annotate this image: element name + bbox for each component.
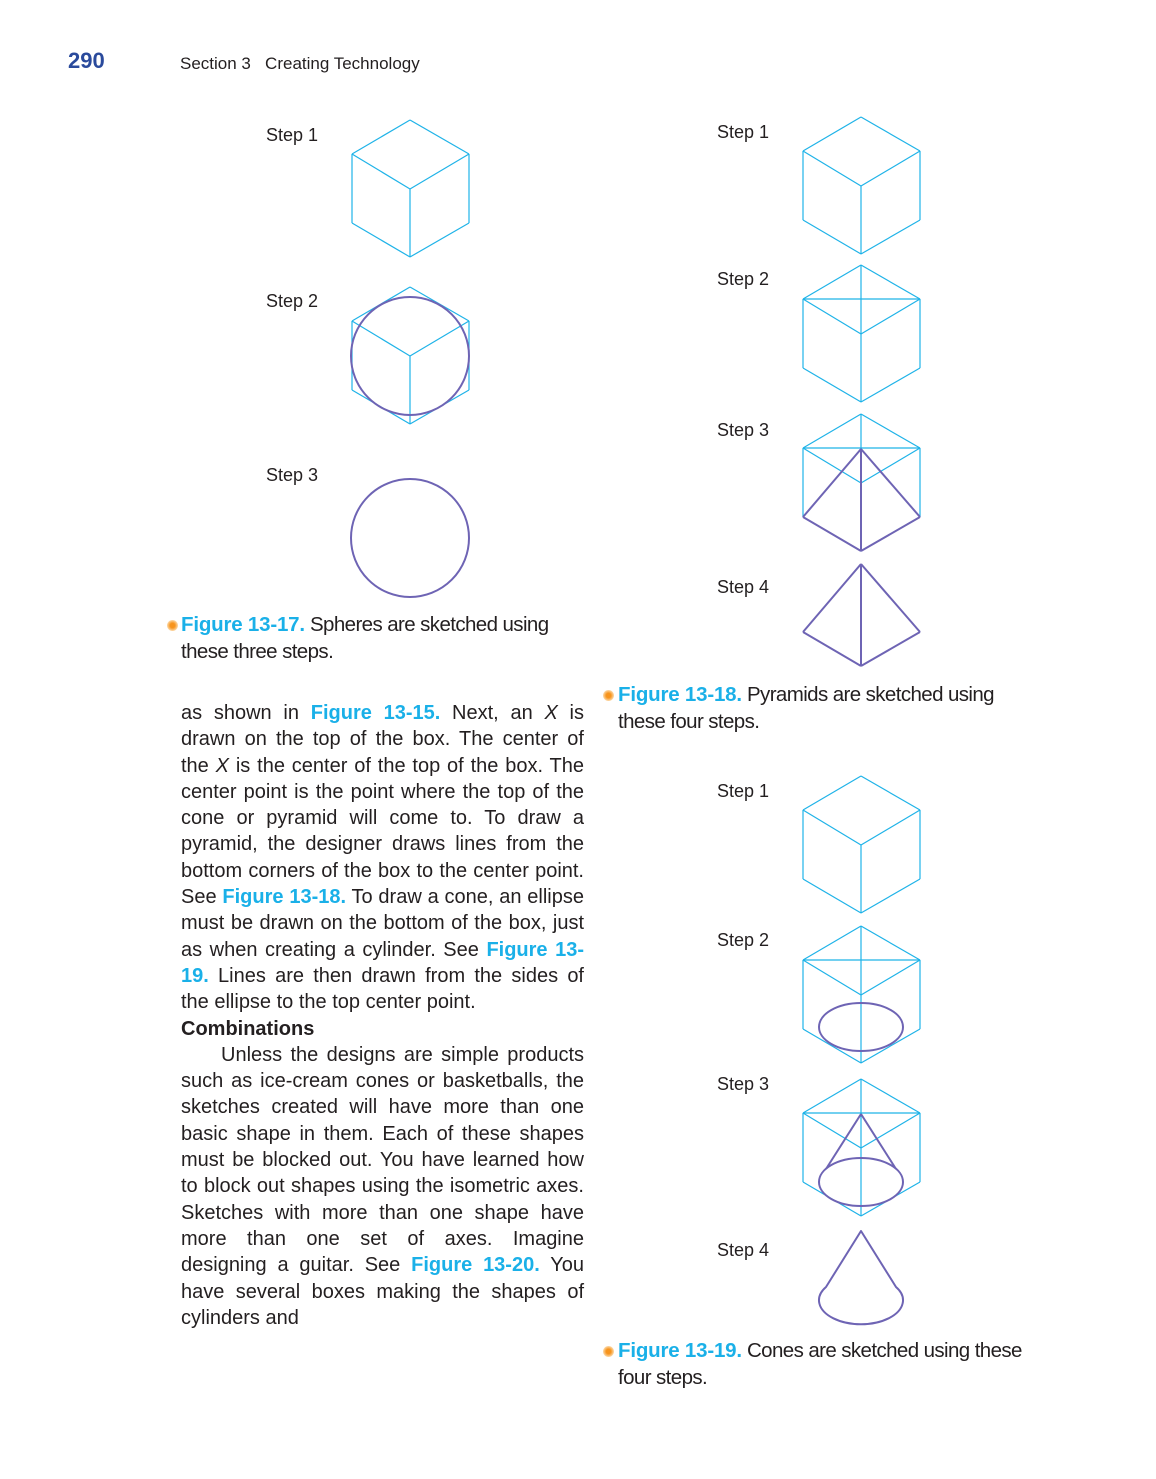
isometric-box-edge bbox=[803, 810, 861, 845]
fig19-step-1-label: Step 1 bbox=[717, 781, 770, 801]
isometric-box-edge bbox=[861, 117, 920, 151]
caption-text: Spheres are sketched using these three steps. bbox=[181, 613, 549, 663]
text: as shown in bbox=[181, 702, 311, 724]
pyramid-edge bbox=[861, 449, 920, 517]
pyramid-edge bbox=[803, 564, 861, 632]
text-italic: X bbox=[544, 702, 558, 724]
fig19-step-2-label: Step 2 bbox=[717, 930, 770, 950]
sphere-circle bbox=[351, 479, 469, 597]
figure-13-19-caption bbox=[618, 1337, 1028, 1391]
figure-13-18-caption bbox=[618, 681, 1008, 735]
pyramid-edge bbox=[803, 449, 861, 517]
fig18-step-3-label: Step 3 bbox=[717, 420, 770, 440]
paragraph bbox=[181, 1042, 584, 1331]
figure-label: Figure 13-18. bbox=[618, 683, 742, 706]
isometric-box-edge bbox=[803, 1029, 861, 1063]
isometric-box-edge bbox=[803, 265, 861, 299]
text: To draw a cone, an ellipse must be drawn on the bottom of the box, just as when creating a cylinder. See bbox=[181, 886, 584, 961]
isometric-box-edge bbox=[410, 154, 469, 189]
isometric-box-edge bbox=[861, 810, 920, 845]
fig19-step-4-label: Step 4 bbox=[717, 1240, 770, 1260]
text: Unless the designs are simple products such as ice-cream cones or basketballs, the sketches created will have more than one basic shape in them. Each of these shapes must be blocked out. You have learned how to block out shapes using the isometric axes. Sketches with more than one shape have more than one set of axes. Imagine designing a guitar. See bbox=[181, 1043, 584, 1277]
isometric-box-edge bbox=[861, 265, 920, 299]
paragraph bbox=[181, 700, 584, 1016]
text: is drawn on the top of the box. The center of the bbox=[181, 702, 584, 777]
figure-reference-link[interactable]: Figure 13-20. bbox=[411, 1254, 540, 1277]
isometric-box-edge bbox=[861, 960, 920, 995]
pyramid-edge bbox=[861, 632, 920, 666]
isometric-box-edge bbox=[410, 120, 469, 154]
figure-reference-link[interactable]: Figure 13-15. bbox=[310, 702, 441, 724]
isometric-box-edge bbox=[803, 151, 861, 186]
text: You have several boxes making the shapes of cylinders and bbox=[181, 1254, 584, 1329]
fig18-step-2-label: Step 2 bbox=[717, 269, 770, 289]
caption-bullet-icon bbox=[167, 620, 178, 631]
isometric-box-edge bbox=[803, 776, 861, 810]
isometric-box-edge bbox=[861, 368, 920, 402]
isometric-box-edge bbox=[861, 776, 920, 810]
text: Lines are then drawn from the sides of the ellipse to the top center point. bbox=[181, 964, 584, 1014]
figure-reference-link[interactable]: Figure 13-18. bbox=[222, 886, 347, 909]
isometric-box-edge bbox=[861, 1079, 920, 1113]
figure-13-17-caption bbox=[181, 611, 561, 665]
isometric-box-edge bbox=[861, 448, 920, 483]
figure-reference-link[interactable]: Figure 13-19. bbox=[181, 938, 585, 987]
isometric-box-edge bbox=[803, 879, 861, 913]
isometric-box-edge bbox=[803, 299, 861, 334]
isometric-box-edge bbox=[803, 414, 861, 448]
isometric-box-edge bbox=[803, 1113, 861, 1148]
isometric-box-edge bbox=[803, 220, 861, 254]
isometric-box-edge bbox=[352, 321, 410, 356]
fig19-step-3-label: Step 3 bbox=[717, 1074, 770, 1094]
isometric-box-edge bbox=[803, 960, 861, 995]
figure-label: Figure 13-17. bbox=[181, 613, 305, 636]
isometric-box-edge bbox=[352, 120, 410, 154]
isometric-box-edge bbox=[803, 368, 861, 402]
isometric-box-edge bbox=[803, 117, 861, 151]
isometric-box-edge bbox=[861, 414, 920, 448]
isometric-box-edge bbox=[410, 223, 469, 257]
section-heading: Combinations bbox=[181, 1017, 315, 1040]
text: Next, an bbox=[440, 702, 545, 724]
fig18-step-1-label: Step 1 bbox=[717, 122, 770, 142]
isometric-box-edge bbox=[803, 1079, 861, 1113]
isometric-box-edge bbox=[861, 879, 920, 913]
pyramid-edge bbox=[803, 517, 861, 551]
isometric-box-edge bbox=[352, 223, 410, 257]
isometric-box-edge bbox=[861, 1029, 920, 1063]
page-number: 290 bbox=[68, 48, 105, 73]
isometric-box-edge bbox=[861, 299, 920, 334]
caption-text: Pyramids are sketched using these four steps. bbox=[618, 683, 994, 733]
running-head: Section 3 Creating Technology bbox=[180, 54, 420, 73]
text: is the center of the top of the box. The center point is the point where the top of the cone or pyramid will come to. To draw a pyramid, the designer draws lines from the bottom corners of the box to the center point. See bbox=[181, 754, 584, 909]
caption-bullet-icon bbox=[603, 1346, 614, 1357]
isometric-box-edge bbox=[861, 926, 920, 960]
isometric-box-edge bbox=[861, 151, 920, 186]
pyramid-edge bbox=[861, 517, 920, 551]
pyramid-edge bbox=[861, 564, 920, 632]
caption-text: Cones are sketched using these four steps. bbox=[618, 1339, 1022, 1389]
body-text bbox=[181, 700, 584, 1331]
fig17-step-2-label: Step 2 bbox=[266, 291, 319, 311]
isometric-box-edge bbox=[861, 220, 920, 254]
cone-outline bbox=[819, 1231, 903, 1324]
isometric-box-edge bbox=[803, 448, 861, 483]
fig18-step-4-label: Step 4 bbox=[717, 577, 770, 597]
fig17-step-3-label: Step 3 bbox=[266, 465, 319, 485]
isometric-box-edge bbox=[861, 1113, 920, 1148]
isometric-box-edge bbox=[352, 154, 410, 189]
text-italic: X bbox=[215, 754, 229, 777]
figure-label: Figure 13-19. bbox=[618, 1339, 742, 1362]
fig17-step-1-label: Step 1 bbox=[266, 125, 319, 145]
caption-bullet-icon bbox=[603, 690, 614, 701]
isometric-box-edge bbox=[803, 926, 861, 960]
pyramid-edge bbox=[803, 632, 861, 666]
